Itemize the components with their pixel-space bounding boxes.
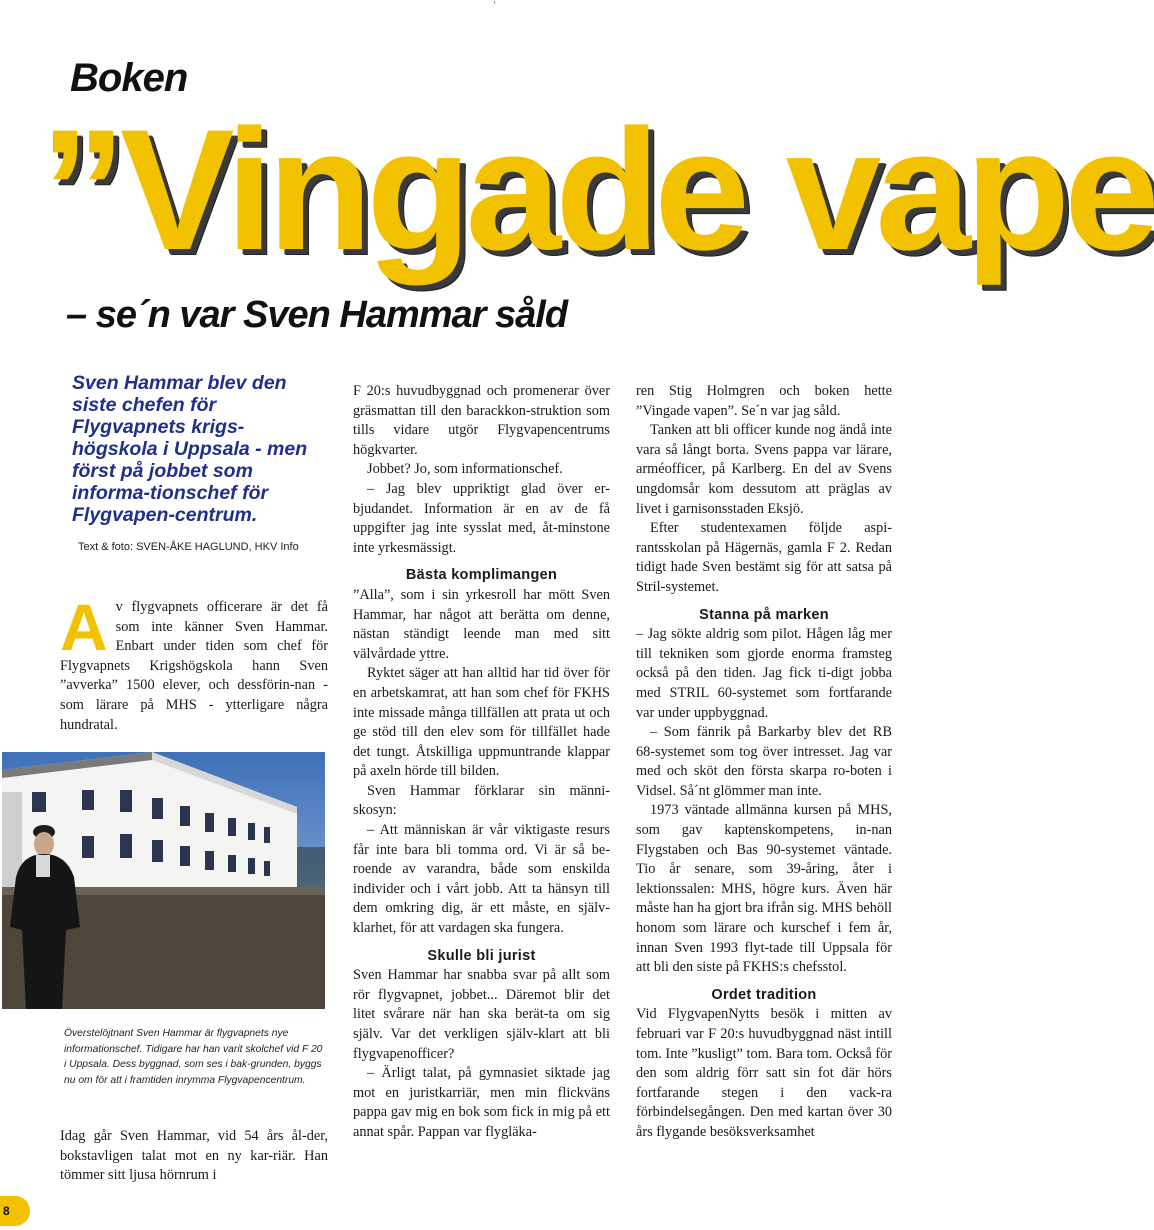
paragraph: – Ärligt talat, på gymnasiet siktade jag mot en juristkarriär, men min flickväns pappa gav mig en bok som fick in mig på ett annat spår. Pappan var flygläka- <box>353 1065 610 1140</box>
paragraph: Sven Hammar förklarar sin männi-skosyn: <box>353 782 610 819</box>
column-3 <box>636 382 892 1143</box>
paragraph: ”Alla”, som i sin yrkesroll har mött Sven Hammar, har något att berätta om denne, nästan ständigt leende man med sitt välvårdade yttre. <box>353 586 610 662</box>
paragraph: Jobbet? Jo, som informationschef. <box>367 461 563 478</box>
paragraph: Idag går Sven Hammar, vid 54 års ål-der, bokstavligen talat mot en ny kar-riär. Han tömmer sitt ljusa hörnrum i <box>60 1128 328 1184</box>
paragraph: Vid FlygvapenNytts besök i mitten av februari var F 20:s huvudbyggnad näst intill tom. Inte ”kusligt” tom. Bara tom. Också för den som aldrig förr satt sin fot där hörs fortfarande stegen i den vack-ra förbindelsegången. Den med kartan över 30 års flygande besöksverksamhet <box>636 1006 892 1140</box>
paragraph: 1973 väntade allmänna kursen på MHS, som gav kaptenskompetens, in-nan Flygstaben och Bas 90-systemet väntade. Tio år senare, som 39-åring, åter i lektionssalen: MHS, högre kurs. Även här måste han ha gjort bra ifrån sig. MHS behöll honom som lärare och kurschef i fem år, innan Sven 1993 flyt-tade till Uppsala för att bli den siste på FKHS:s chefsstol. <box>636 802 892 976</box>
paragraph: ren Stig Holmgren och boken hette ”Vingade vapen”. Se´n var jag såld. <box>636 383 892 419</box>
photo-illustration <box>2 752 325 1009</box>
paragraph: – Som fänrik på Barkarby blev det RB 68-systemet som tog över intresset. Jag var med och sköt den första skarpa ro-boten i Vidsel. Så´nt glömmer man inte. <box>636 724 892 799</box>
column-1-bottom <box>60 1127 328 1186</box>
headline: ”Vingade vape <box>40 94 1154 286</box>
paragraph: Efter studentexamen följde aspi-rantsskolan på Hägernäs, gamla F 2. Redan tidigt hade Sven bestämt sig för att satsa på Stril-systemet. <box>636 520 892 595</box>
section-kicker: Boken <box>70 56 188 100</box>
article-photo <box>2 752 325 1009</box>
paragraph: Sven Hammar har snabba svar på allt som rör flygvapnet, jobbet... Däremot blir det litet svårare när han ska berät-ta om sig själv. Var det verkligen själv-klart att bli flygvapenofficer? <box>353 967 610 1062</box>
intro-text: v flygvapnets officerare är det få som inte känner Sven Hammar. Enbart under tiden som chef för Flygvapnets Krigshögskola hann Sven ”avverka” 1500 elever, och dessförin-nan - som lärare på MHS - ytterligare några hundratal. <box>60 599 328 733</box>
paragraph: – Att människan är vår viktigaste resurs får inte bara bli tomma ord. Vi är så be-roende av varandra, både som enskilda individer och i vårt jobb. Att ta hänsyn till dem omkring dig, är ett måste, en själv-klarhet, för att vardagen ska fungera. <box>353 822 610 937</box>
byline: Text & foto: SVEN-ÅKE HAGLUND, HKV Info <box>78 541 299 553</box>
ingress: Sven Hammar blev den siste chefen för Flygvapnets krigs-högskola i Uppsala - men först på jobbet som informa-tionschef för Flygvapen-centrum. <box>72 372 308 526</box>
paragraph: F 20:s huvudbyggnad och promenerar över gräsmattan till den barackkon-struktion som tills vidare utgör Flygvapencentrums högkvarter. <box>353 383 610 458</box>
page-number: 8 <box>0 1196 30 1226</box>
paragraph: – Jag sökte aldrig som pilot. Hågen låg mer till tekniken som gjorde enorma framsteg också på den tiden. Jag fick ti-digt jobba med STRIL 60-systemet som fortfarande var under uppbyggnad. <box>636 626 892 721</box>
photo-caption: Överstelöjtnant Sven Hammar är flygvapnets nye informationschef. Tidigare har han varit skolchef vid F 20 i Uppsala. Dess byggnad, som ses i bak-grunden, byggs nu om för att i framtiden inrymma Flygvapencentrum. <box>64 1028 323 1086</box>
drop-cap: A <box>60 590 108 664</box>
crop-mark <box>494 1 495 4</box>
paragraph: – Jag blev uppriktigt glad över er-bjudandet. Information är en av de få uppgifter jag inte sysslat med, åt-minstone inte yrkesmässigt. <box>353 480 610 556</box>
subheading-skulle-bli-jurist: Skulle bli jurist <box>427 947 536 964</box>
column-1-top <box>60 590 328 735</box>
paragraph: Tanken att bli officer kunde nog ändå inte vara så långt borta. Svens pappa var lärare, arméofficer, på Karlberg. En del av Svens ungdomsår kom dessutom att präglas av livet i garnisonsstaden Eksjö. <box>636 422 892 517</box>
paragraph: Ryktet säger att han alltid har tid över för en arbetskamrat, att han som chef för FKHS inte missade många tillfällen att prata ut och ge stöd till den elev som för tillfället hade det tungt. Åtskilliga uppmuntrande klappar på axeln hörde till bilden. <box>353 665 610 780</box>
subheadline: – se´n var Sven Hammar såld <box>66 294 568 336</box>
subheading-basta-komplimangen: Bästa komplimangen <box>405 567 558 584</box>
column-2 <box>353 382 610 1143</box>
subheading-ordet-tradition: Ordet tradition <box>711 986 817 1003</box>
subheading-stanna-pa-marken: Stanna på marken <box>699 606 829 623</box>
